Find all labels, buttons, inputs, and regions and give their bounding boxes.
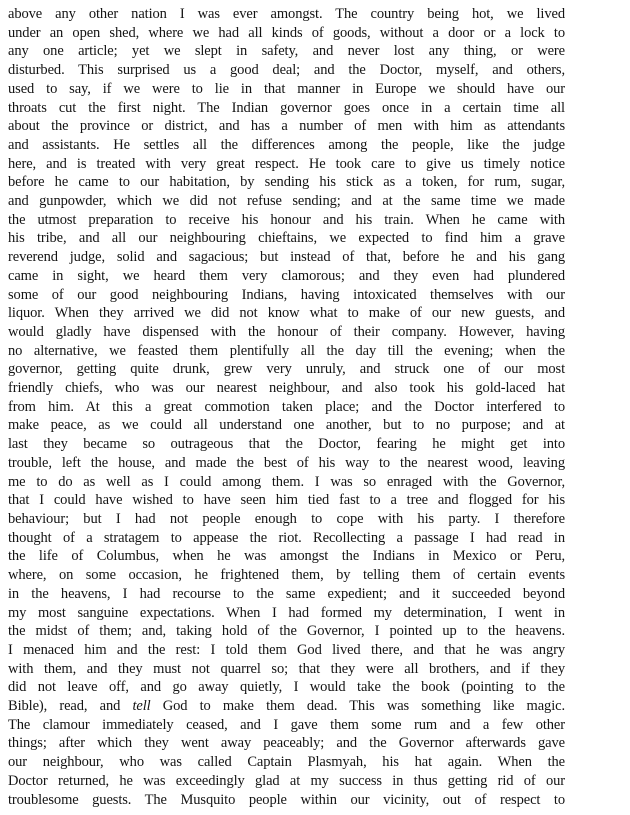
text-segment: me to do as well as I could among them. I was so enraged with the Governor, <box>8 473 565 490</box>
text-line <box>8 304 565 323</box>
text-segment: the life of Columbus, when he was amongst the Indians in Mexico or Peru, <box>8 548 565 565</box>
text-line <box>8 99 565 118</box>
text-segment: our neighbour, who was called Captain Plasmyah, his hat again. When the <box>8 754 565 771</box>
text-segment: thought of a stratagem to appease the riot. Recollecting a passage I had read in <box>8 529 565 546</box>
text-segment: Doctor returned, he was exceedingly glad at my success in thus getting rid of our <box>8 772 565 789</box>
text-segment: that I could have wished to have seen him tied fast to a tree and flogged for his <box>8 492 565 509</box>
text-line <box>8 360 565 379</box>
text-segment: no alternative, we feasted them plentifully all the day till the evening; when the <box>8 342 565 359</box>
text-segment: things; after which they went away peaceably; and the Governor afterwards gave <box>8 735 565 752</box>
text-line <box>8 585 565 604</box>
text-line <box>8 42 565 61</box>
italic-text: tell <box>132 698 151 715</box>
text-line <box>8 435 565 454</box>
text-line <box>8 660 565 679</box>
text-segment: my most sanguine expectations. When I had formed my determination, I went in <box>8 604 565 621</box>
text-segment: the midst of them; and, taking hold of the Governor, I pointed up to the heavens. <box>8 623 565 640</box>
text-line <box>8 248 565 267</box>
text-segment: his tribe, and all our neighbouring chieftains, we expected to find him a grave <box>8 230 565 247</box>
text-line <box>8 716 565 735</box>
text-segment: The clamour immediately ceased, and I gave them some rum and a few other <box>8 716 565 733</box>
text-line <box>8 491 565 510</box>
text-segment: trouble, left the house, and made the best of his way to the nearest wood, leaving <box>8 454 565 471</box>
text-line <box>8 473 565 492</box>
text-line <box>8 622 565 641</box>
text-line <box>8 791 565 810</box>
text-line <box>8 80 565 99</box>
text-segment: friendly chiefs, who was our nearest neighbour, and also took his gold-laced hat <box>8 380 565 397</box>
text-segment: Bible), read, and <box>8 698 133 715</box>
text-segment: and assistants. He settles all the differences among the people, like the judge <box>8 136 565 153</box>
text-line <box>8 286 565 305</box>
text-line <box>8 529 565 548</box>
text-line <box>8 772 565 791</box>
text-line <box>8 117 565 136</box>
text-segment: under an open shed, where we had all kinds of goods, without a door or a lock to <box>8 24 565 41</box>
text-line <box>8 267 565 286</box>
text-line <box>8 155 565 174</box>
text-segment: governor, getting quite drunk, grew very unruly, and struck one of our most <box>8 361 565 378</box>
page-text-block <box>8 5 565 809</box>
text-segment: in the heavens, I had recourse to the same expedient; and it succeeded beyond <box>8 585 565 602</box>
text-line <box>8 678 565 697</box>
text-line <box>8 753 565 772</box>
text-segment: before he came to our habitation, by sending his stick as a token, for rum, sugar, <box>8 174 565 191</box>
text-line <box>8 566 565 585</box>
text-segment: liquor. When they arrived we did not know what to make of our new guests, and <box>8 305 565 322</box>
text-segment: came in sight, we heard them very clamorous; and they even had plundered <box>8 267 565 284</box>
text-line <box>8 416 565 435</box>
text-segment: did not leave off, and go away quietly, I would take the book (pointing to the <box>8 679 565 696</box>
text-segment: used to say, if we were to lie in that manner in Europe we should have our <box>8 80 565 97</box>
text-line <box>8 379 565 398</box>
text-line <box>8 641 565 660</box>
text-segment: reverend judge, solid and sagacious; but instead of that, before he and his gang <box>8 249 565 266</box>
text-line <box>8 5 565 24</box>
text-line <box>8 211 565 230</box>
text-line <box>8 604 565 623</box>
text-segment: with them, and they must not quarrel so; that they were all brothers, and if they <box>8 660 565 677</box>
text-segment: disturbed. This surprised us a good deal; and the Doctor, myself, and others, <box>8 62 565 79</box>
text-segment: troublesome guests. The Musquito people within our vicinity, out of respect to <box>8 791 565 808</box>
text-line <box>8 192 565 211</box>
text-segment: make peace, as we could all understand one another, but to no purpose; and at <box>8 417 565 434</box>
text-segment: here, and is treated with very great respect. He took care to give us timely notice <box>8 155 565 172</box>
text-line <box>8 398 565 417</box>
text-segment: would gladly have dispensed with the honour of their company. However, having <box>8 323 565 340</box>
text-segment: I menaced him and the rest: I told them God lived there, and that he was angry <box>8 641 565 658</box>
text-line <box>8 173 565 192</box>
text-segment: from him. At this a great commotion taken place; and the Doctor interfered to <box>8 398 565 415</box>
text-line <box>8 61 565 80</box>
text-segment: God to make them dead. This was something like magic. <box>150 698 565 715</box>
text-segment: any one article; yet we slept in safety, and never lost any thing, or were <box>8 43 565 60</box>
text-segment: and gunpowder, which we did not refuse sending; and at the same time we made <box>8 193 565 210</box>
text-line <box>8 136 565 155</box>
text-line <box>8 454 565 473</box>
text-line <box>8 229 565 248</box>
text-line <box>8 323 565 342</box>
text-segment: behaviour; but I had not people enough to cope with his party. I therefore <box>8 510 565 527</box>
text-line <box>8 697 565 716</box>
text-segment: the utmost preparation to receive his honour and his train. When he came with <box>8 211 565 228</box>
text-line <box>8 510 565 529</box>
text-segment: last they became so outrageous that the Doctor, fearing he might get into <box>8 436 565 453</box>
text-segment: throats cut the first night. The Indian governor goes once in a certain time all <box>8 99 565 116</box>
text-segment: about the province or district, and has a number of men with him as attendants <box>8 118 565 135</box>
text-line <box>8 734 565 753</box>
text-segment: where, on some occasion, he frightened them, by telling them of certain events <box>8 567 565 584</box>
text-line <box>8 342 565 361</box>
text-line <box>8 24 565 43</box>
text-line <box>8 547 565 566</box>
text-segment: some of our good neighbouring Indians, having intoxicated themselves with our <box>8 286 565 303</box>
text-segment: above any other nation I was ever amongst. The country being hot, we lived <box>8 6 565 22</box>
